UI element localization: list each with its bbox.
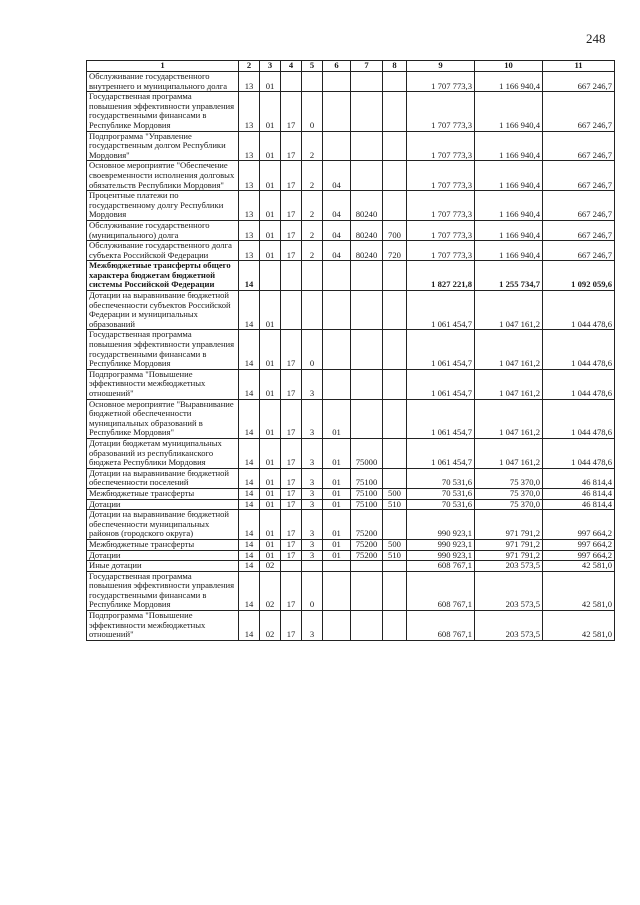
row-value-cell <box>302 291 323 330</box>
row-value-cell: 01 <box>260 539 281 550</box>
row-name-cell: Государственная программа повышения эффективности управления государственными финансами в Республике Мордовия <box>87 330 239 369</box>
row-value-cell: 46 814,4 <box>543 488 615 499</box>
row-value-cell: 14 <box>239 611 260 641</box>
row-value-cell <box>383 571 407 610</box>
row-value-cell: 667 246,7 <box>543 72 615 92</box>
row-value-cell: 14 <box>239 539 260 550</box>
table-row <box>87 161 615 191</box>
row-value-cell: 13 <box>239 72 260 92</box>
row-value-cell: 01 <box>260 131 281 161</box>
row-value-cell: 14 <box>239 369 260 399</box>
column-header: 9 <box>407 61 475 72</box>
row-value-cell: 75100 <box>351 499 383 510</box>
row-value-cell: 01 <box>260 468 281 488</box>
row-value-cell: 3 <box>302 510 323 540</box>
row-name-cell: Дотации <box>87 550 239 561</box>
row-value-cell: 01 <box>260 438 281 468</box>
row-value-cell: 14 <box>239 561 260 572</box>
row-value-cell: 01 <box>260 330 281 369</box>
row-name-cell: Дотации на выравнивание бюджетной обеспеченности поселений <box>87 468 239 488</box>
row-value-cell: 01 <box>260 161 281 191</box>
row-value-cell: 203 573,5 <box>475 571 543 610</box>
row-value-cell: 14 <box>239 571 260 610</box>
row-value-cell: 990 923,1 <box>407 539 475 550</box>
row-value-cell: 1 707 773,3 <box>407 72 475 92</box>
row-value-cell: 1 166 940,4 <box>475 131 543 161</box>
row-value-cell: 1 092 059,6 <box>543 261 615 291</box>
row-value-cell: 42 581,0 <box>543 611 615 641</box>
row-value-cell: 01 <box>323 438 351 468</box>
row-value-cell: 1 166 940,4 <box>475 72 543 92</box>
row-value-cell: 17 <box>281 92 302 131</box>
row-value-cell: 75100 <box>351 488 383 499</box>
row-name-cell: Процентные платежи по государственному долгу Республики Мордовия <box>87 191 239 221</box>
row-value-cell: 667 246,7 <box>543 241 615 261</box>
column-header: 10 <box>475 61 543 72</box>
row-value-cell: 01 <box>323 488 351 499</box>
table-row <box>87 399 615 438</box>
row-value-cell: 01 <box>260 72 281 92</box>
row-value-cell: 17 <box>281 399 302 438</box>
column-header: 6 <box>323 61 351 72</box>
table-row <box>87 499 615 510</box>
row-value-cell <box>351 72 383 92</box>
column-header: 1 <box>87 61 239 72</box>
row-name-cell: Дотации бюджетам муниципальных образований из республиканского бюджета Республики Мордовия <box>87 438 239 468</box>
row-value-cell: 01 <box>260 92 281 131</box>
row-name-cell: Межбюджетные трансферты <box>87 488 239 499</box>
row-value-cell <box>383 291 407 330</box>
row-value-cell: 1 047 161,2 <box>475 438 543 468</box>
row-name-cell: Межбюджетные трансферты <box>87 539 239 550</box>
row-value-cell: 17 <box>281 571 302 610</box>
row-value-cell: 3 <box>302 550 323 561</box>
row-value-cell: 80240 <box>351 241 383 261</box>
row-value-cell: 01 <box>323 468 351 488</box>
row-value-cell: 46 814,4 <box>543 499 615 510</box>
row-value-cell: 1 061 454,7 <box>407 399 475 438</box>
row-value-cell: 971 791,2 <box>475 510 543 540</box>
row-value-cell <box>351 611 383 641</box>
row-value-cell <box>323 330 351 369</box>
row-value-cell <box>323 131 351 161</box>
row-value-cell <box>383 611 407 641</box>
row-value-cell: 2 <box>302 161 323 191</box>
row-value-cell: 14 <box>239 399 260 438</box>
row-value-cell: 1 707 773,3 <box>407 161 475 191</box>
row-name-cell: Обслуживание государственного долга субъекта Российской Федерации <box>87 241 239 261</box>
row-value-cell: 14 <box>239 488 260 499</box>
row-value-cell: 510 <box>383 550 407 561</box>
row-value-cell: 75200 <box>351 510 383 540</box>
row-value-cell: 1 044 478,6 <box>543 291 615 330</box>
row-value-cell: 17 <box>281 241 302 261</box>
row-value-cell: 17 <box>281 488 302 499</box>
row-value-cell: 1 166 940,4 <box>475 241 543 261</box>
row-value-cell: 75 370,0 <box>475 488 543 499</box>
row-value-cell: 01 <box>260 399 281 438</box>
row-value-cell: 1 707 773,3 <box>407 131 475 161</box>
row-value-cell <box>323 92 351 131</box>
row-value-cell: 700 <box>383 220 407 240</box>
row-value-cell: 17 <box>281 499 302 510</box>
row-value-cell: 1 255 734,7 <box>475 261 543 291</box>
row-name-cell: Основное мероприятие "Обеспечение своевременности исполнения долговых обязательств Республики Мордовия" <box>87 161 239 191</box>
row-value-cell: 500 <box>383 539 407 550</box>
table-row <box>87 561 615 572</box>
row-value-cell: 75200 <box>351 539 383 550</box>
row-value-cell: 3 <box>302 539 323 550</box>
row-value-cell: 42 581,0 <box>543 561 615 572</box>
table-row <box>87 330 615 369</box>
row-value-cell <box>323 291 351 330</box>
row-value-cell: 13 <box>239 161 260 191</box>
row-value-cell <box>351 131 383 161</box>
row-value-cell: 02 <box>260 561 281 572</box>
row-value-cell <box>281 291 302 330</box>
row-name-cell: Подпрограмма "Повышение эффективности межбюджетных отношений" <box>87 611 239 641</box>
row-value-cell: 0 <box>302 571 323 610</box>
row-value-cell: 1 047 161,2 <box>475 399 543 438</box>
row-value-cell: 667 246,7 <box>543 161 615 191</box>
row-value-cell <box>351 561 383 572</box>
row-value-cell: 500 <box>383 488 407 499</box>
row-value-cell: 13 <box>239 191 260 221</box>
table-row <box>87 539 615 550</box>
row-value-cell: 13 <box>239 241 260 261</box>
row-value-cell: 01 <box>323 499 351 510</box>
row-value-cell: 01 <box>260 510 281 540</box>
row-value-cell <box>323 72 351 92</box>
row-value-cell: 720 <box>383 241 407 261</box>
row-name-cell: Иные дотации <box>87 561 239 572</box>
table-row <box>87 550 615 561</box>
row-value-cell: 17 <box>281 468 302 488</box>
row-name-cell: Государственная программа повышения эффективности управления государственными финансами в Республике Мордовия <box>87 571 239 610</box>
row-value-cell: 02 <box>260 571 281 610</box>
row-value-cell: 46 814,4 <box>543 468 615 488</box>
row-value-cell: 1 061 454,7 <box>407 438 475 468</box>
row-value-cell: 1 044 478,6 <box>543 399 615 438</box>
row-value-cell: 01 <box>260 220 281 240</box>
row-name-cell: Основное мероприятие "Выравнивание бюджетной обеспеченности муниципальных образований в Республике Мордовия" <box>87 399 239 438</box>
row-value-cell <box>351 399 383 438</box>
row-value-cell <box>383 261 407 291</box>
row-value-cell: 3 <box>302 499 323 510</box>
row-value-cell: 1 061 454,7 <box>407 369 475 399</box>
row-value-cell <box>323 369 351 399</box>
row-value-cell: 14 <box>239 330 260 369</box>
row-value-cell <box>281 261 302 291</box>
row-value-cell: 3 <box>302 399 323 438</box>
table-row <box>87 510 615 540</box>
row-value-cell: 2 <box>302 220 323 240</box>
row-value-cell: 608 767,1 <box>407 611 475 641</box>
row-value-cell: 997 664,2 <box>543 510 615 540</box>
row-value-cell: 203 573,5 <box>475 561 543 572</box>
row-value-cell: 1 827 221,8 <box>407 261 475 291</box>
row-value-cell: 75100 <box>351 468 383 488</box>
table-body <box>87 72 615 641</box>
row-value-cell: 01 <box>260 191 281 221</box>
row-value-cell: 01 <box>260 369 281 399</box>
row-value-cell: 667 246,7 <box>543 131 615 161</box>
row-value-cell <box>302 561 323 572</box>
row-value-cell: 990 923,1 <box>407 510 475 540</box>
row-value-cell <box>323 571 351 610</box>
row-value-cell: 04 <box>323 161 351 191</box>
row-value-cell <box>383 399 407 438</box>
row-value-cell: 1 166 940,4 <box>475 191 543 221</box>
row-value-cell: 70 531,6 <box>407 499 475 510</box>
row-value-cell: 1 707 773,3 <box>407 191 475 221</box>
row-value-cell: 3 <box>302 468 323 488</box>
row-value-cell <box>383 561 407 572</box>
row-value-cell: 70 531,6 <box>407 488 475 499</box>
row-value-cell: 2 <box>302 131 323 161</box>
row-value-cell <box>383 161 407 191</box>
row-name-cell: Обслуживание государственного (муниципального) долга <box>87 220 239 240</box>
row-value-cell <box>383 131 407 161</box>
row-name-cell: Обслуживание государственного внутреннего и муниципального долга <box>87 72 239 92</box>
row-value-cell: 3 <box>302 611 323 641</box>
table-row <box>87 571 615 610</box>
row-name-cell: Подпрограмма "Повышение эффективности межбюджетных отношений" <box>87 369 239 399</box>
row-value-cell: 04 <box>323 191 351 221</box>
row-value-cell <box>351 261 383 291</box>
row-value-cell: 01 <box>260 291 281 330</box>
table-row <box>87 488 615 499</box>
row-value-cell: 1 707 773,3 <box>407 92 475 131</box>
row-value-cell: 17 <box>281 161 302 191</box>
row-value-cell: 14 <box>239 261 260 291</box>
table-row <box>87 611 615 641</box>
column-header: 5 <box>302 61 323 72</box>
row-value-cell <box>323 611 351 641</box>
row-value-cell: 203 573,5 <box>475 611 543 641</box>
table-row <box>87 261 615 291</box>
row-value-cell: 13 <box>239 131 260 161</box>
row-value-cell: 14 <box>239 510 260 540</box>
table-row <box>87 241 615 261</box>
row-value-cell: 17 <box>281 539 302 550</box>
row-value-cell: 997 664,2 <box>543 550 615 561</box>
table-row <box>87 72 615 92</box>
row-name-cell: Межбюджетные трансферты общего характера бюджетам бюджетной системы Российской Федерации <box>87 261 239 291</box>
table-row <box>87 369 615 399</box>
table-row <box>87 191 615 221</box>
row-value-cell: 01 <box>260 488 281 499</box>
row-value-cell: 14 <box>239 550 260 561</box>
row-value-cell: 971 791,2 <box>475 550 543 561</box>
row-value-cell: 1 061 454,7 <box>407 291 475 330</box>
row-value-cell: 02 <box>260 611 281 641</box>
row-value-cell: 14 <box>239 499 260 510</box>
row-value-cell <box>351 369 383 399</box>
row-name-cell: Дотации <box>87 499 239 510</box>
row-value-cell: 17 <box>281 369 302 399</box>
table-header-row <box>87 61 615 72</box>
table-row <box>87 220 615 240</box>
row-value-cell: 1 166 940,4 <box>475 161 543 191</box>
row-value-cell: 13 <box>239 220 260 240</box>
row-value-cell: 01 <box>323 539 351 550</box>
row-value-cell <box>281 561 302 572</box>
table-row <box>87 92 615 131</box>
row-value-cell: 17 <box>281 131 302 161</box>
table-row <box>87 291 615 330</box>
row-value-cell: 997 664,2 <box>543 539 615 550</box>
row-value-cell: 75 370,0 <box>475 499 543 510</box>
row-value-cell: 75 370,0 <box>475 468 543 488</box>
row-value-cell: 01 <box>323 399 351 438</box>
page-number: 248 <box>586 31 606 46</box>
row-value-cell: 17 <box>281 611 302 641</box>
row-value-cell: 2 <box>302 241 323 261</box>
row-value-cell: 1 047 161,2 <box>475 330 543 369</box>
row-value-cell <box>281 72 302 92</box>
row-value-cell <box>351 92 383 131</box>
row-value-cell <box>260 261 281 291</box>
column-header: 11 <box>543 61 615 72</box>
row-value-cell <box>383 438 407 468</box>
row-value-cell: 1 061 454,7 <box>407 330 475 369</box>
row-value-cell: 3 <box>302 488 323 499</box>
row-value-cell <box>351 571 383 610</box>
table-row <box>87 438 615 468</box>
row-value-cell: 1 044 478,6 <box>543 369 615 399</box>
row-value-cell <box>302 261 323 291</box>
column-header: 2 <box>239 61 260 72</box>
row-value-cell: 01 <box>323 550 351 561</box>
row-value-cell: 1 166 940,4 <box>475 92 543 131</box>
row-value-cell: 01 <box>260 241 281 261</box>
row-value-cell: 17 <box>281 330 302 369</box>
row-value-cell: 42 581,0 <box>543 571 615 610</box>
row-value-cell: 667 246,7 <box>543 220 615 240</box>
row-value-cell: 0 <box>302 92 323 131</box>
row-value-cell: 17 <box>281 438 302 468</box>
row-value-cell: 17 <box>281 510 302 540</box>
column-header: 7 <box>351 61 383 72</box>
row-value-cell: 75000 <box>351 438 383 468</box>
column-header: 3 <box>260 61 281 72</box>
row-value-cell: 01 <box>323 510 351 540</box>
row-name-cell: Подпрограмма "Управление государственным долгом Республики Мордовия" <box>87 131 239 161</box>
row-value-cell: 80240 <box>351 220 383 240</box>
row-value-cell: 990 923,1 <box>407 550 475 561</box>
column-header: 8 <box>383 61 407 72</box>
row-value-cell: 1 047 161,2 <box>475 369 543 399</box>
row-value-cell: 608 767,1 <box>407 571 475 610</box>
row-value-cell: 17 <box>281 220 302 240</box>
row-value-cell <box>383 72 407 92</box>
row-value-cell: 1 047 161,2 <box>475 291 543 330</box>
row-value-cell: 667 246,7 <box>543 92 615 131</box>
row-value-cell <box>323 261 351 291</box>
row-value-cell <box>323 561 351 572</box>
row-value-cell <box>351 291 383 330</box>
row-value-cell: 2 <box>302 191 323 221</box>
row-value-cell <box>302 72 323 92</box>
row-value-cell: 75200 <box>351 550 383 561</box>
row-value-cell: 1 166 940,4 <box>475 220 543 240</box>
row-name-cell: Дотации на выравнивание бюджетной обеспеченности муниципальных районов (городского округа) <box>87 510 239 540</box>
row-value-cell: 14 <box>239 438 260 468</box>
budget-table <box>86 60 615 641</box>
row-value-cell: 1 044 478,6 <box>543 438 615 468</box>
table-row <box>87 468 615 488</box>
row-value-cell <box>383 510 407 540</box>
row-value-cell <box>383 191 407 221</box>
row-value-cell: 1 044 478,6 <box>543 330 615 369</box>
table-row <box>87 131 615 161</box>
row-value-cell: 04 <box>323 220 351 240</box>
row-value-cell <box>351 161 383 191</box>
row-value-cell: 17 <box>281 191 302 221</box>
row-value-cell: 667 246,7 <box>543 191 615 221</box>
row-value-cell: 3 <box>302 438 323 468</box>
row-value-cell: 04 <box>323 241 351 261</box>
row-value-cell: 1 707 773,3 <box>407 220 475 240</box>
row-value-cell <box>383 92 407 131</box>
row-value-cell: 971 791,2 <box>475 539 543 550</box>
row-value-cell: 510 <box>383 499 407 510</box>
row-value-cell: 13 <box>239 92 260 131</box>
row-value-cell: 80240 <box>351 191 383 221</box>
row-value-cell: 14 <box>239 291 260 330</box>
row-value-cell: 608 767,1 <box>407 561 475 572</box>
row-value-cell <box>383 330 407 369</box>
row-value-cell <box>383 369 407 399</box>
row-value-cell: 0 <box>302 330 323 369</box>
row-value-cell <box>383 468 407 488</box>
row-name-cell: Государственная программа повышения эффективности управления государственными финансами в Республике Мордовия <box>87 92 239 131</box>
row-value-cell: 14 <box>239 468 260 488</box>
column-header: 4 <box>281 61 302 72</box>
row-name-cell: Дотации на выравнивание бюджетной обеспеченности субъектов Российской Федерации и муниципальных образований <box>87 291 239 330</box>
row-value-cell: 1 707 773,3 <box>407 241 475 261</box>
row-value-cell <box>351 330 383 369</box>
row-value-cell: 01 <box>260 550 281 561</box>
row-value-cell: 3 <box>302 369 323 399</box>
row-value-cell: 01 <box>260 499 281 510</box>
row-value-cell: 17 <box>281 550 302 561</box>
row-value-cell: 70 531,6 <box>407 468 475 488</box>
